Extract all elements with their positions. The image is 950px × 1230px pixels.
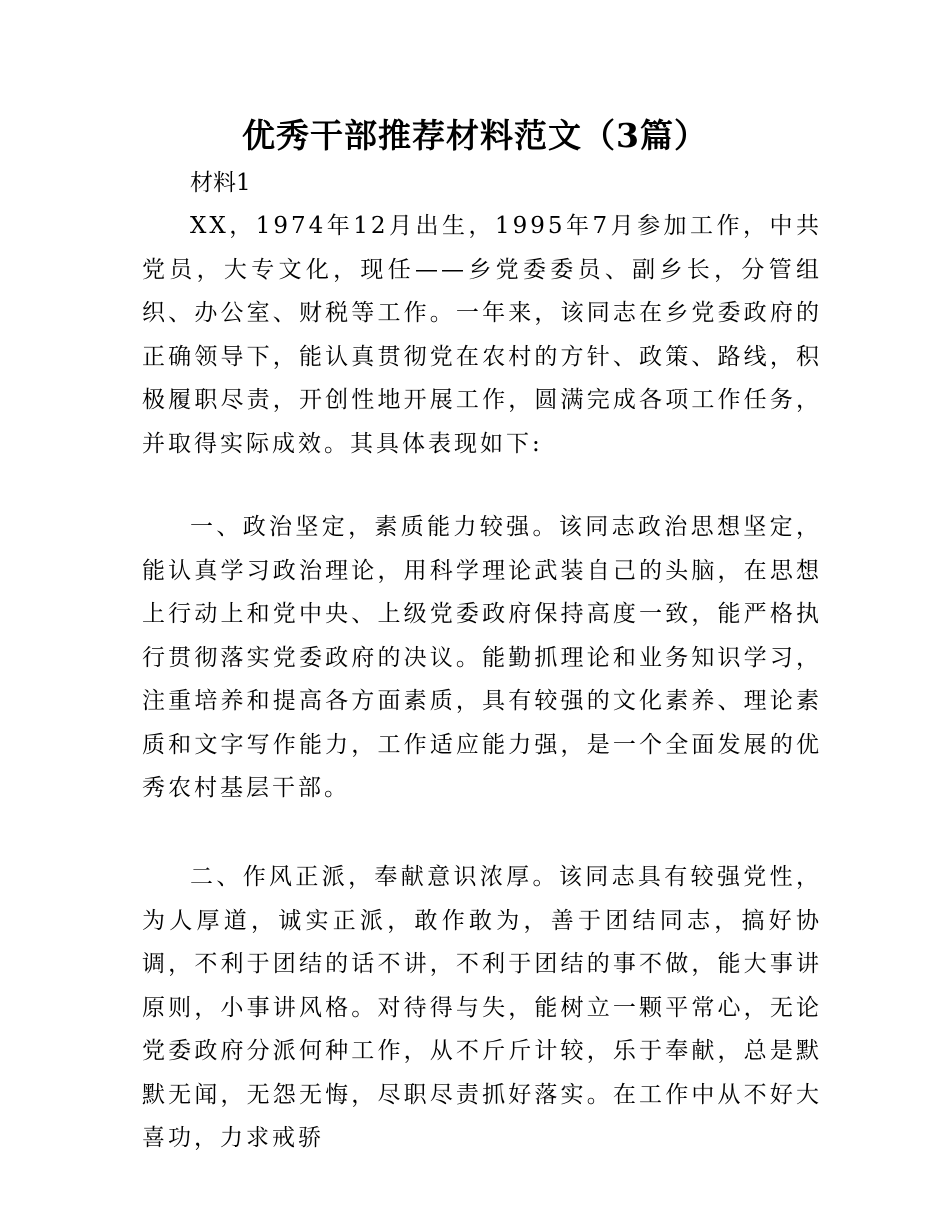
- paragraph-conduct: 二、作风正派，奉献意识浓厚。该同志具有较强党性，为人厚道，诚实正派，敢作敢为，善于团结同志，搞好协调，不利于团结的话不讲，不利于团结的事不做，能大事讲原则，小事讲风格。对待得与失，能树立一颗平常心，无论党委政府分派何种工作，从不斤斤计较，乐于奉献，总是默默无闻，无怨无悔，尽职尽责抓好落实。在工作中从不好大喜功，力求戒骄: [142, 864, 822, 1151]
- document-title: 优秀干部推荐材料范文（3篇）: [242, 116, 708, 155]
- paragraph-political: 一、政治坚定，素质能力较强。该同志政治思想坚定，能认真学习政治理论，用科学理论武装自己的头脑，在思想上行动上和党中央、上级党委政府保持高度一致，能严格执行贯彻落实党委政府的决议。能勤抓理论和业务知识学习，注重培养和提高各方面素质，具有较强的文化素养、理论素质和文字写作能力，工作适应能力强，是一个全面发展的优秀农村基层干部。: [142, 514, 822, 801]
- section-label: 材料1: [190, 170, 251, 196]
- paragraph-intro: XX，1974年12月出生，1995年7月参加工作，中共党员，大专文化，现任——乡党委委员、副乡长，分管组织、办公室、财税等工作。一年来，该同志在乡党委政府的正确领导下，能认真贯彻党在农村的方针、政策、路线，积极履职尽责，开创性地开展工作，圆满完成各项工作任务，并取得实际成效。其具体表现如下:: [142, 213, 822, 457]
